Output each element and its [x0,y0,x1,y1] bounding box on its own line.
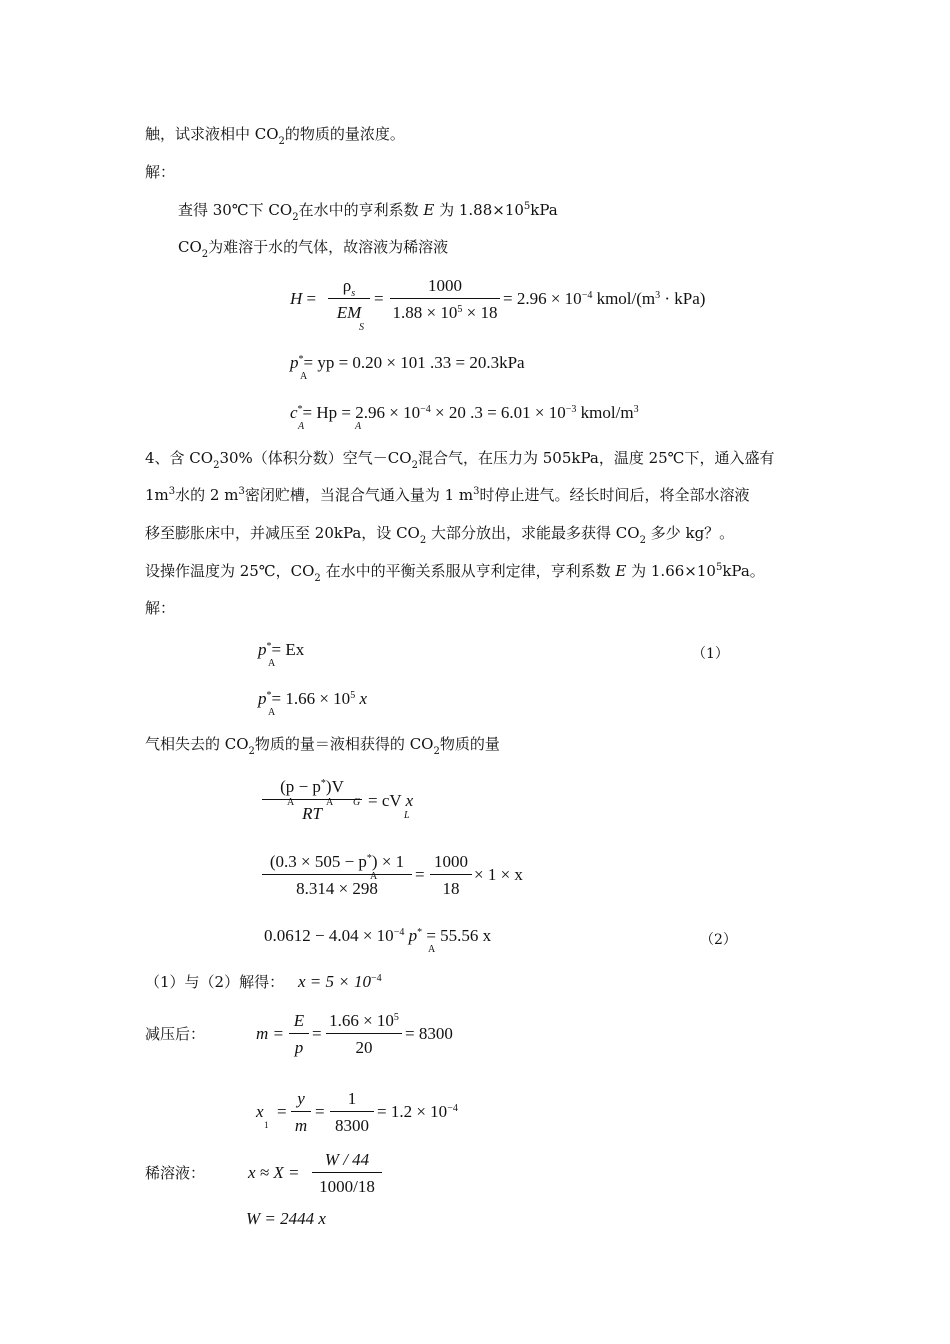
eq-numeric-tail: × 1 × x [474,865,523,884]
eq-cA: $c^*= Hp = 2.96 \times 10^{-4} \times 20$ $.3 = 6.01 \times 10^{-3}$ kmol/$m^3$ [290,403,639,422]
eq-2-subA: A [428,944,436,955]
eq-x1-result: = $1.2 \times 10^{-4}$ [377,1102,458,1121]
eq-numeric-subA: A [370,871,378,882]
eq-H-S-sub: S [359,322,364,333]
eq-x1-sub: 1 [264,1120,269,1130]
problem-4-line-2: $1m^3$水的 2 $m^3$密闭贮槽，当混合气通入量为 1 $m^3$时停止进气。经长时间后，将全部水溶液 [145,486,750,504]
eq-H-result: = $2.96 \times 10^{-4}$ kmol/$(m^3 \cdot kPa)$ [503,289,706,308]
solution-label-2: 解： [145,599,176,617]
eq-cA-sub2: A [355,421,362,432]
eq-solve-x: $x = 5 \times 10^{-4}$ [298,972,382,991]
eq-2: $0.0612 - 4.04 \times 10^{-4}$ p* = 55.56 x [264,926,492,945]
eq-x1-eq: = [277,1102,287,1121]
eq-cA-sub1: A [298,421,305,432]
eq-x1-lhs: x [256,1102,264,1121]
eq-dilute-lhs: x ≈ X = [248,1163,300,1182]
eq-numeric-frac2: 1000 18 [430,853,472,897]
eq-mass-balance-subA: A [287,797,295,808]
eq-m-frac2: $1.66 \times 10^5$ 20 [326,1012,402,1056]
eq-H-lhs: H = [290,289,317,308]
eq-pA-partial: p*= yp = 0.20 × 101 .33 = 20.3kPa [290,353,525,372]
eq-m-eq: = [312,1024,322,1043]
eq-numeric-frac1: (0.3 × 505 − p*) × 1 8.314 × 298 [262,853,412,897]
eq-x1-frac1: y m [291,1090,311,1134]
dilute-label: 稀溶液： [145,1164,206,1182]
eq-mass-balance-rhs: = cV x [368,791,414,810]
eq-mass-balance-subL: L [404,810,410,821]
eq-m-lhs: m = [256,1024,284,1043]
text-line-1: 触，试求液相中 $CO_2$的物质的量浓度。 [145,125,405,147]
eq-W: W = 2444 x [246,1209,326,1228]
eq-m-result: = 8300 [405,1024,453,1043]
dilute-solution-line: $CO_2$为难溶于水的气体，故溶液为稀溶液 [178,238,449,260]
eq-numeric-eq: = [415,865,425,884]
eq-mass-balance-subA2: A [326,797,334,808]
problem-4-line-4: 设操作温度为 25℃，$CO_2$ 在水中的平衡关系服从亨利定律，亨利系数 E 为 $1.66\times 10^5kPa$。 [145,562,765,584]
eq-henry-law: p*= Ex [258,640,305,659]
problem-4-line-1: 4、含 $CO_230\%$（体积分数）空气$-CO_2$混合气，在压力为 505kPa，温度 25℃下，通入盛有 [145,449,775,471]
eq-mass-balance-frac: (p − p*)V RT [262,778,362,822]
eq-henry-law-num-sub: A [268,707,276,718]
eq-mass-balance-subG: G [353,797,361,808]
equation-number-1: （1） [692,646,729,662]
eq-x1-frac2: 1 8300 [330,1090,374,1134]
eq-x1-eq2: = [315,1102,325,1121]
decompress-label: 减压后： [145,1025,206,1043]
eq-H-eq2: = [374,289,384,308]
eq-H-frac2: 1000 $1.88 \times 10^5 \times 18$ [390,277,500,321]
eq-H-frac1: $\rho_s$ EM [328,277,370,321]
eq-dilute-frac: W / 44 1000/18 [312,1151,382,1195]
solve-text: （1）与（2）解得： [145,973,285,991]
equation-number-2: （2） [700,932,737,948]
henry-coefficient-line: 查得 30℃下 $CO_2$在水中的亨利系数 E 为 $1.88\times 10^5kPa$ [178,201,558,223]
eq-henry-law-num: $p^*= 1.66 \times 10^5$ x [258,689,367,708]
eq-henry-law-sub: A [268,658,276,669]
solution-label: 解： [145,163,176,181]
eq-m-frac1: E p [289,1012,309,1056]
eq-pA-sub: A [300,371,308,382]
problem-4-line-3: 移至膨胀床中，并减压至 20kPa，设 $CO_2$ 大部分放出，求能最多获得 $CO_2$ 多少 kg？。 [145,524,735,546]
mass-balance-text: 气相失去的 $CO_2$物质的量＝液相获得的 $CO_2$物质的量 [145,735,500,757]
